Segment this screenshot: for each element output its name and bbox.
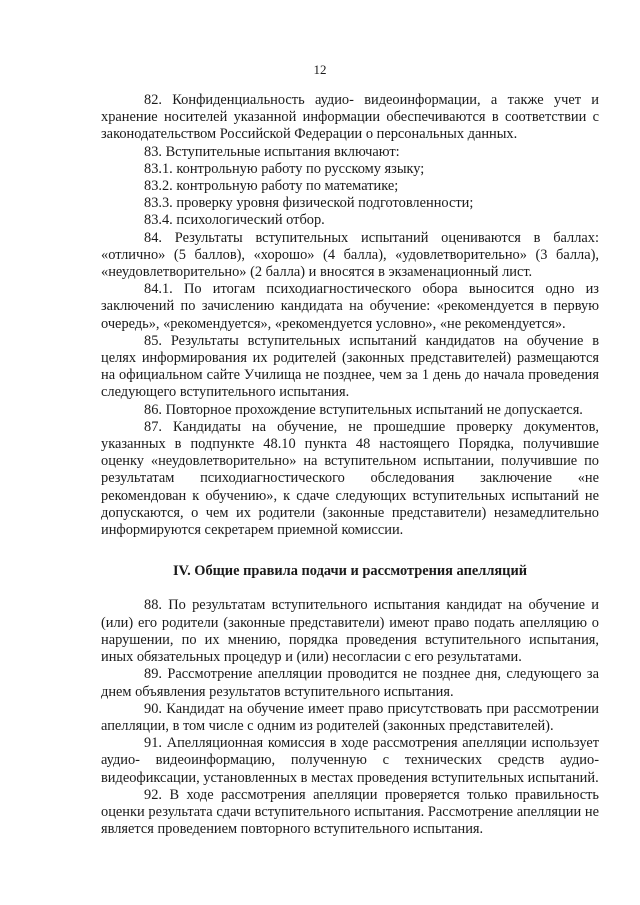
paragraph-88: 88. По результатам вступительного испытания кандидат на обучение и (или) его родители (законные представители) имеют право подать апелляцию о нарушении, по их мнению, порядка проведения вступительного испытания, иных обязательных процедур и (или) несогласии с его результатами.: [101, 597, 599, 666]
paragraph-90: 90. Кандидат на обучение имеет право присутствовать при рассмотрении апелляции, в том числе с одним из родителей (законных представителей).: [101, 700, 599, 734]
paragraph-89: 89. Рассмотрение апелляции проводится не позднее дня, следующего за днем объявления результатов вступительного испытания.: [101, 666, 599, 700]
paragraph-87: 87. Кандидаты на обучение, не прошедшие проверку документов, указанных в подпункте 48.10 пункта 48 настоящего Порядка, получившие оценку «неудовлетворительно» на вступительном испытании, получившие по результатам психодиагностического обследования заключение «не рекомендован к обучению», к сдаче следующих вступительных испытаний не допускаются, о чем их родители (законные представители) незамедлительно информируются секретарем приемной комиссии.: [101, 418, 599, 539]
paragraph-83-4: 83.4. психологический отбор.: [144, 212, 325, 229]
paragraph-86: 86. Повторное прохождение вступительных испытаний не допускается.: [144, 401, 583, 418]
paragraph-92: 92. В ходе рассмотрения апелляции проверяется только правильность оценки результата сдачи вступительного испытания. Рассмотрение апелляции не является проведением повторного вступительного испытания.: [101, 786, 599, 838]
paragraph-83-2: 83.2. контрольную работу по математике;: [144, 178, 399, 195]
paragraph-83-3: 83.3. проверку уровня физической подготовленности;: [144, 195, 474, 212]
page-number: 12: [313, 62, 327, 77]
section-heading: IV. Общие правила подачи и рассмотрения апелляций: [172, 563, 528, 580]
paragraph-85: 85. Результаты вступительных испытаний кандидатов на обучение в целях информирования их родителей (законных представителей) размещаются на официальном сайте Училища не позднее, чем за 1 день до начала проведения следующего вступительного испытания.: [101, 332, 599, 401]
paragraph-83-1: 83.1. контрольную работу по русскому языку;: [144, 160, 425, 177]
paragraph-84-1: 84.1. По итогам психодиагностического обора выносится одно из заключений по зачислению кандидата на обучение: «рекомендуется в первую очередь», «рекомендуется», «рекомендуется условно», «не рекомендуется».: [101, 281, 599, 332]
paragraph-83: 83. Вступительные испытания включают:: [144, 143, 400, 160]
paragraph-82: 82. Конфиденциальность аудио- видеоинформации, а также учет и хранение носителей указанной информации обеспечиваются в соответствии с законодательством Российской Федерации о персональных данных.: [101, 92, 599, 143]
paragraph-84: 84. Результаты вступительных испытаний оцениваются в баллах: «отлично» (5 баллов), «хорошо» (4 балла), «удовлетворительно» (3 балла), «неудовлетворительно» (2 балла) и вносятся в экзаменационный лист.: [101, 229, 599, 281]
document-body: [101, 92, 599, 838]
paragraph-91: 91. Апелляционная комиссия в ходе рассмотрения апелляции использует аудио- видеоинформацию, полученную с технических средств аудио-видеофиксации, установленных в местах проведения вступительных испытаний.: [101, 735, 599, 786]
